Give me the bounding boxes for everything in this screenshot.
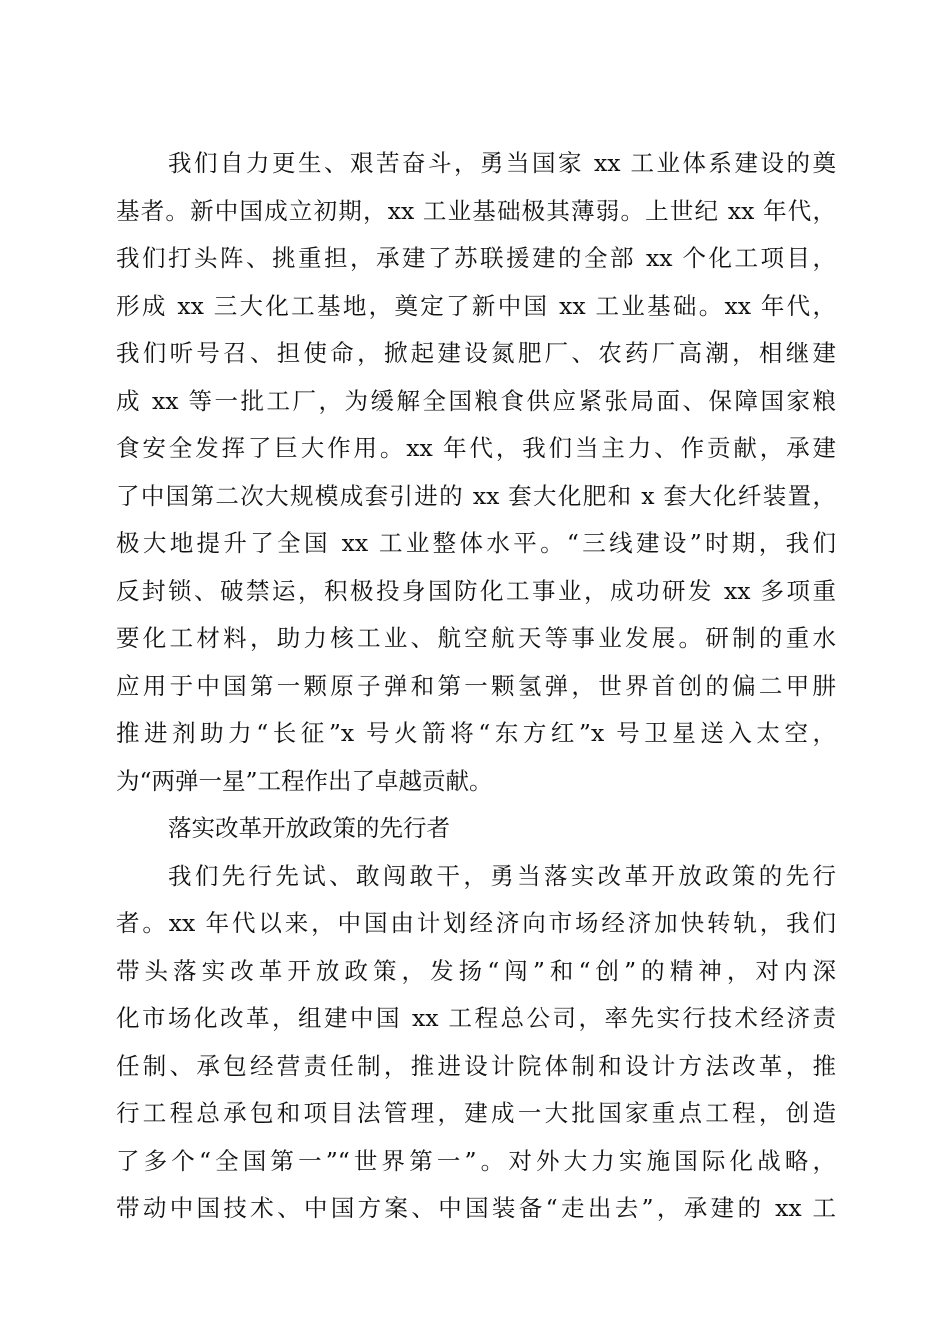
paragraph-2-line: 带动中国技术、中国方案、中国装备“走出去”，承建的 xx 工 bbox=[116, 1194, 836, 1222]
paragraph-1-line: 我们自力更生、艰苦奋斗，勇当国家 xx 工业体系建设的奠 bbox=[168, 149, 836, 177]
paragraph-1-line: 基者。新中国成立初期，xx 工业基础极其薄弱。上世纪 xx 年代， bbox=[116, 196, 836, 225]
paragraph-2-line: 带头落实改革开放政策，发扬“闯”和“创”的精神，对内深 bbox=[116, 956, 836, 985]
paragraph-1-line: 形成 xx 三大化工基地，奠定了新中国 xx 工业基础。xx 年代， bbox=[116, 291, 836, 320]
paragraph-2-line: 了多个“全国第一”“世界第一”。对外大力实施国际化战略， bbox=[116, 1146, 836, 1175]
paragraph-1-line: 要化工材料，助力核工业、航空航天等事业发展。研制的重水 bbox=[116, 624, 836, 652]
paragraph-1-line: 反封锁、破禁运，积极投身国防化工事业，成功研发 xx 多项重 bbox=[116, 576, 836, 605]
paragraph-2-line: 任制、承包经营责任制，推进设计院体制和设计方法改革，推 bbox=[116, 1051, 836, 1080]
paragraph-1-line: 成 xx 等一批工厂，为缓解全国粮食供应紧张局面、保障国家粮 bbox=[116, 386, 836, 415]
paragraph-1-line: 为“两弹一星”工程作出了卓越贡献。 bbox=[116, 766, 493, 795]
paragraph-1-line: 我们听号召、担使命，掀起建设氮肥厂、农药厂高潮，相继建 bbox=[116, 339, 836, 367]
paragraph-2-line: 化市场化改革，组建中国 xx 工程总公司，率先实行技术经济责 bbox=[116, 1004, 836, 1032]
section-heading: 落实改革开放政策的先行者 bbox=[168, 814, 450, 842]
paragraph-2-line: 我们先行先试、敢闯敢干，勇当落实改革开放政策的先行 bbox=[168, 861, 836, 890]
paragraph-2-line: 行工程总承包和项目法管理，建成一大批国家重点工程，创造 bbox=[116, 1099, 836, 1127]
paragraph-2-line: 者。xx 年代以来，中国由计划经济向市场经济加快转轨，我们 bbox=[116, 909, 836, 937]
body-text bbox=[116, 140, 836, 1233]
paragraph-1-line: 食安全发挥了巨大作用。xx 年代，我们当主力、作贡献，承建 bbox=[116, 434, 836, 462]
paragraph-1-line: 了中国第二次大规模成套引进的 xx 套大化肥和 x 套大化纤装置， bbox=[116, 481, 836, 510]
paragraph-1-line: 推进剂助力“长征”x 号火箭将“东方红”x 号卫星送入太空， bbox=[116, 719, 836, 747]
paragraph-1-line: 应用于中国第一颗原子弹和第一颗氢弹，世界首创的偏二甲肼 bbox=[116, 671, 836, 700]
paragraph-1-line: 我们打头阵、挑重担，承建了苏联援建的全部 xx 个化工项目， bbox=[116, 244, 836, 272]
paragraph-1-line: 极大地提升了全国 xx 工业整体水平。“三线建设”时期，我们 bbox=[116, 529, 836, 557]
